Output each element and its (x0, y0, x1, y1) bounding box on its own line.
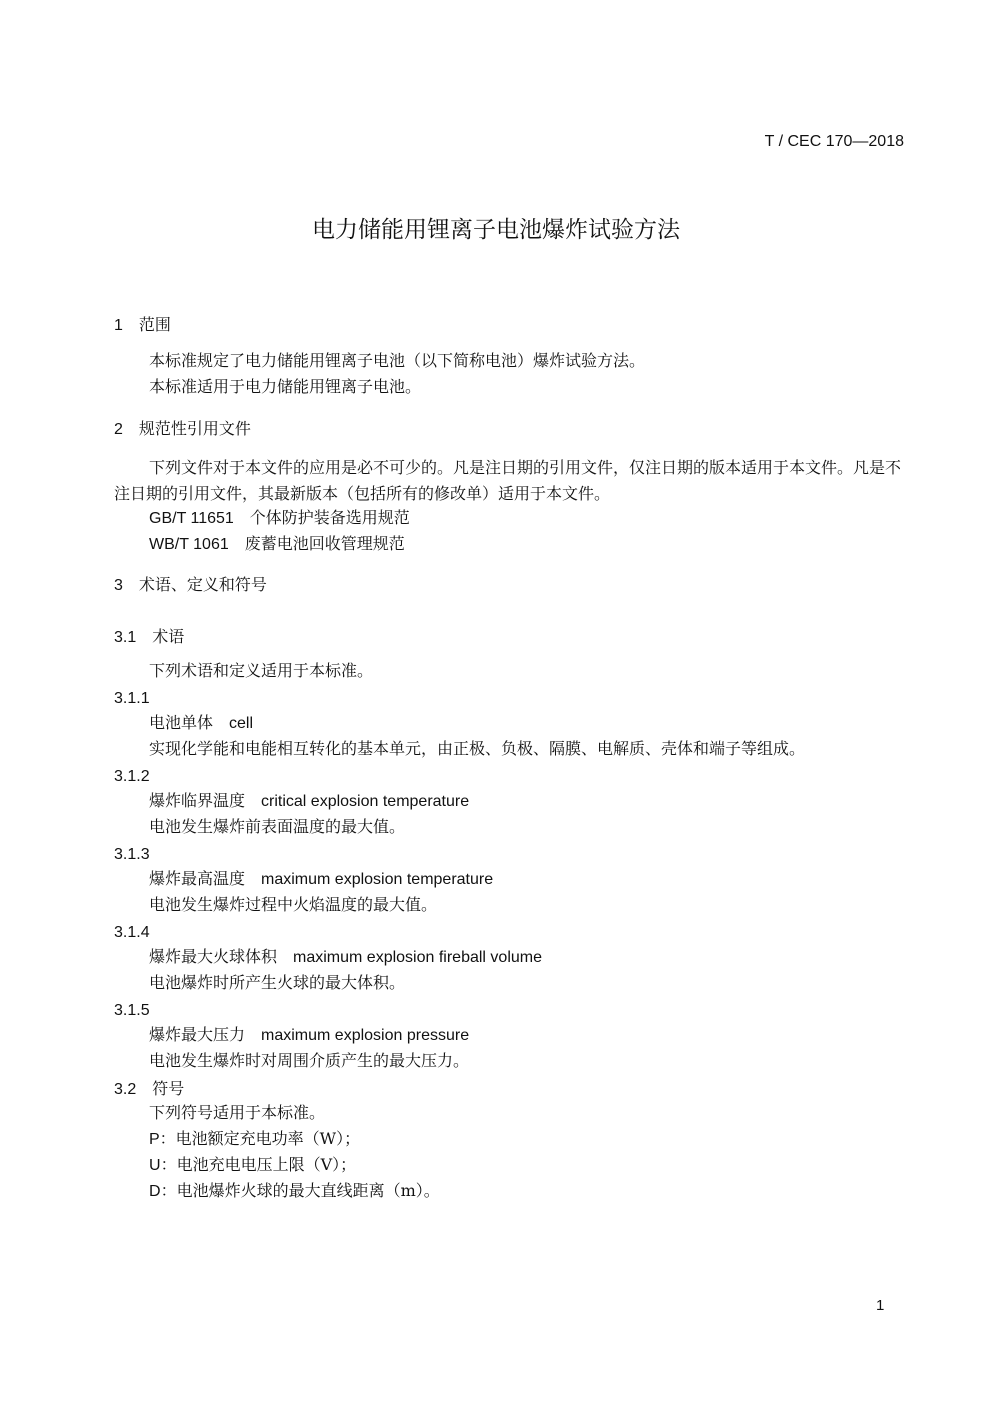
subsection-intro: 下列术语和定义适用于本标准。 (149, 661, 374, 680)
section-number: 2 (114, 421, 123, 438)
symbol-definition (149, 1181, 440, 1202)
term-number: 3.1.3 (114, 846, 150, 863)
normative-reference (149, 534, 405, 555)
term-en: cell (229, 715, 254, 732)
symbol-description: ：电池充电电压上限（V）； (160, 1155, 357, 1174)
section-2-paragraph: 下列文件对于本文件的应用是必不可少的。凡是注日期的引用文件，仅注日期的版本适用于本文件。凡是不注日期的引用文件，其最新版本（包括所有的修改单）适用于本文件。 (114, 458, 902, 503)
term-name (149, 947, 542, 968)
section-number: 3 (114, 577, 123, 594)
term-definition: 电池发生爆炸过程中火焰温度的最大值。 (149, 895, 438, 914)
normative-reference (149, 508, 410, 529)
term-zh: 爆炸最大压力 (149, 1025, 246, 1044)
section-number: 3.1 (114, 629, 137, 646)
term-name (149, 869, 493, 890)
section-number: 3.2 (114, 1081, 137, 1098)
symbol-description: ：电池爆炸火球的最大直线距离（m）。 (160, 1181, 440, 1200)
term-definition: 实现化学能和电能相互转化的基本单元，由正极、负极、隔膜、电解质、壳体和端子等组成。 (149, 739, 806, 758)
term-number: 3.1.1 (114, 690, 150, 707)
section-3-heading (114, 575, 267, 596)
term-zh: 爆炸最高温度 (149, 869, 246, 888)
section-title: 术语、定义和符号 (138, 575, 267, 594)
page-number: 1 (876, 1297, 885, 1314)
section-number: 1 (114, 317, 123, 334)
section-title: 术语 (152, 627, 185, 646)
symbol: U (149, 1157, 161, 1174)
symbol: P (149, 1131, 160, 1148)
subsection-3-2-heading (114, 1079, 184, 1100)
term-name (149, 791, 469, 812)
term-zh: 电池单体 (149, 713, 214, 732)
term-en: maximum explosion pressure (261, 1027, 470, 1044)
document-title: 电力储能用锂离子电池爆炸试验方法 (312, 217, 680, 243)
term-en: critical explosion temperature (261, 793, 470, 810)
reference-code: GB/T 11651 (149, 510, 234, 527)
reference-name: 个体防护装备选用规范 (249, 508, 410, 527)
reference-name: 废蓄电池回收管理规范 (244, 534, 405, 553)
term-name (149, 1025, 469, 1046)
term-definition: 电池发生爆炸时对周围介质产生的最大压力。 (149, 1051, 470, 1070)
subsection-3-1-heading (114, 627, 184, 648)
section-title: 范围 (138, 315, 171, 334)
symbol-definition (149, 1155, 356, 1176)
section-title: 符号 (152, 1079, 185, 1098)
term-number: 3.1.4 (114, 924, 150, 941)
subsection-intro: 下列符号适用于本标准。 (149, 1103, 326, 1122)
term-definition: 电池爆炸时所产生火球的最大体积。 (149, 973, 406, 992)
symbol-definition (149, 1129, 360, 1150)
symbol-description: ：电池额定充电功率（W）； (159, 1129, 361, 1148)
section-title: 规范性引用文件 (138, 419, 251, 438)
term-number: 3.1.2 (114, 768, 150, 785)
document-number: T / CEC 170—2018 (764, 133, 904, 150)
term-definition: 电池发生爆炸前表面温度的最大值。 (149, 817, 406, 836)
term-zh: 爆炸临界温度 (149, 791, 246, 810)
section-1-heading (114, 315, 171, 336)
section-1-paragraph: 本标准规定了电力储能用锂离子电池（以下简称电池）爆炸试验方法。 (149, 351, 646, 370)
term-name (149, 713, 253, 734)
term-en: maximum explosion fireball volume (293, 949, 542, 966)
term-en: maximum explosion temperature (261, 871, 494, 888)
symbol: D (149, 1183, 161, 1200)
reference-code: WB/T 1061 (149, 536, 229, 553)
section-2-heading (114, 419, 251, 440)
term-zh: 爆炸最大火球体积 (149, 947, 278, 966)
section-1-paragraph: 本标准适用于电力储能用锂离子电池。 (149, 377, 422, 396)
term-number: 3.1.5 (114, 1002, 150, 1019)
